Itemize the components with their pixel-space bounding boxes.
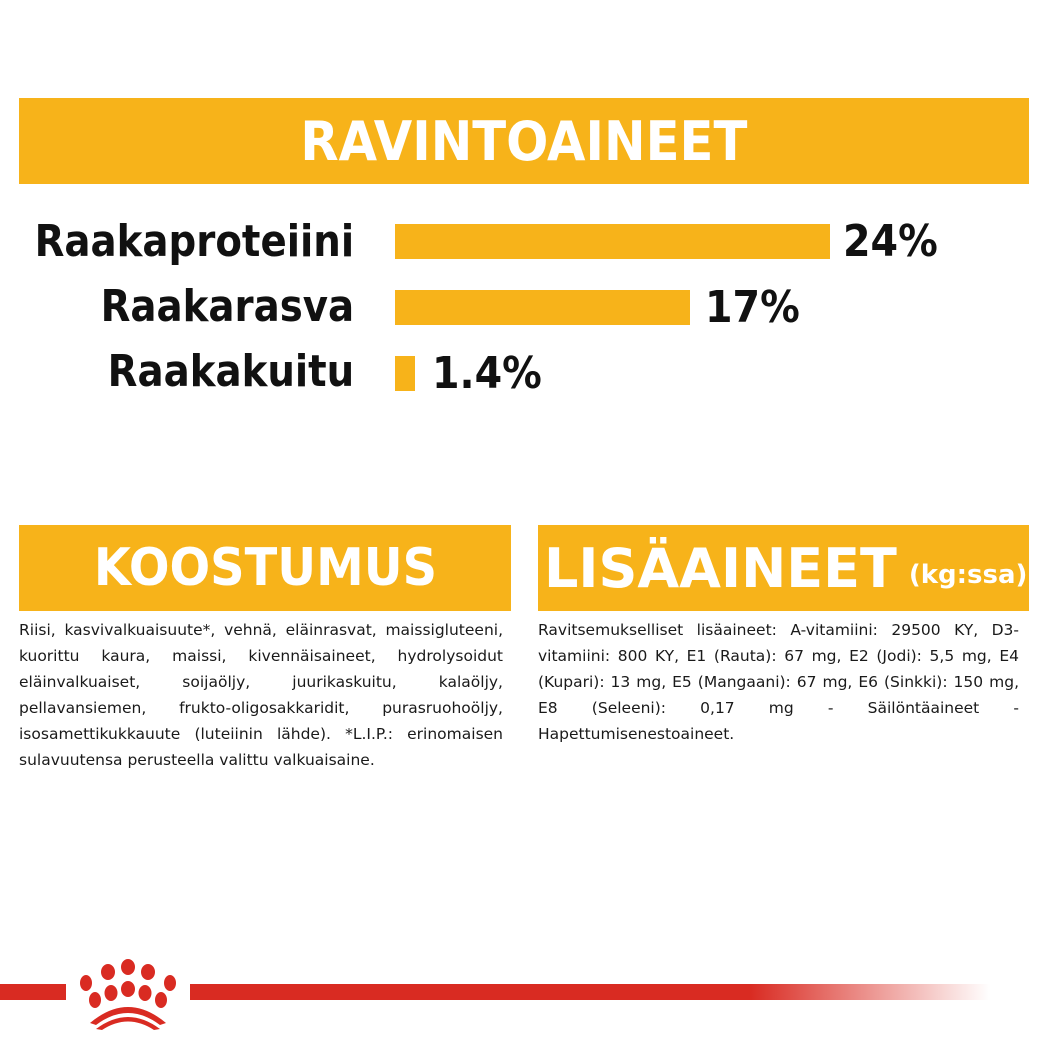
composition-text: Riisi, kasvivalkuaisuute*, vehnä, eläinrasvat, maissigluteeni, kuorittu kaura, maissi, kivennäisaineet, hydrolysoidut eläinvalkuaiset, soijaöljy, juurikaskuitu, kalaöljy, pellavansiemen, frukto-oligosakkaridit, purasruohoöljy, isosamettikukkauute (luteiinin lähde). *L.I.P.: erinomaisen sulavuutensa perusteella valittu valkuaisaine. [19,621,503,769]
nutrient-value-protein: 24% [843,216,938,267]
composition-header-banner [19,525,511,611]
additives-title: LISÄAINEET [544,536,897,600]
nutrient-bar-fat [395,290,690,325]
nutrients-title: RAVINTOAINEET [300,109,748,173]
nutrient-bar-protein [395,224,830,259]
nutrient-label-protein: Raakaproteiini [34,216,354,267]
additives-header-banner [538,525,1029,611]
nutrient-label-fat: Raakarasva [100,281,354,332]
nutrient-label-fiber: Raakakuitu [107,346,354,397]
composition-title: KOOSTUMUS [93,538,437,598]
nutrient-bar-fiber [395,356,415,391]
additives-subtitle: (kg:ssa) [908,560,1028,590]
nutrient-value-fiber: 1.4% [432,348,542,399]
nutrient-value-fat: 17% [705,282,800,333]
additives-text: Ravitsemukselliset lisäaineet: A-vitamiini: 29500 KY, D3-vitamiini: 800 KY, E1 (Rauta): 67 mg, E2 (Jodi): 5,5 mg, E4 (Kupari): 13 mg, E5 (Mangaani): 67 mg, E6 (Sinkki): 150 mg, E8 (Seleeni): 0,17 mg - Säilöntäaineet - Hapettumisenestoaineet. [538,621,1019,743]
royal-crown-logo-icon [68,955,188,1030]
footer-rule-right [190,984,990,1000]
nutrients-header-banner [19,98,1029,184]
footer-rule-left [0,984,66,1000]
